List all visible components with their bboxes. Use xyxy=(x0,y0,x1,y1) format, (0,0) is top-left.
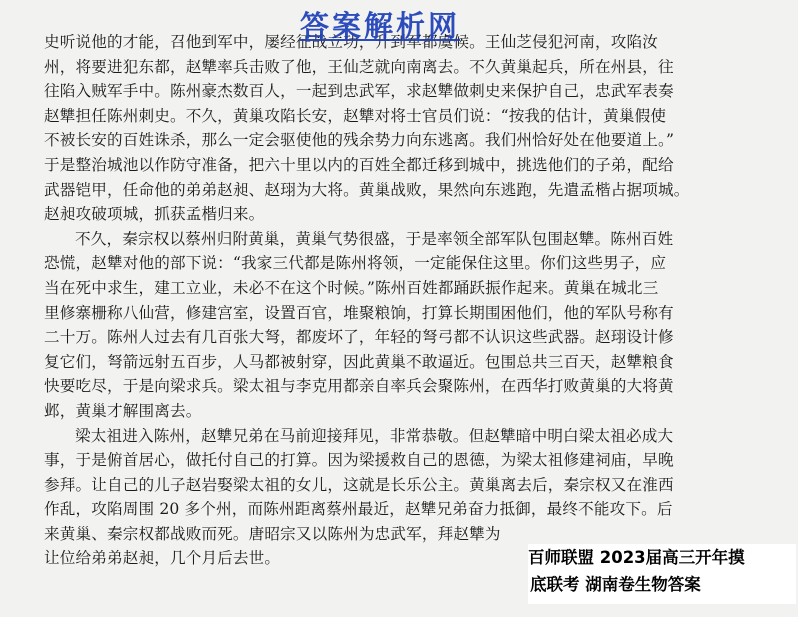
text-line: 州，将要进犯东都，赵犨率兵击败了他，王仙芝就向南离去。不久黄巢起兵，所在州县，往 xyxy=(44,57,674,76)
paragraph xyxy=(44,30,758,227)
text-line: 二十万。陈州人过去有几百张大弩，都废坏了，年轻的弩弓都不认识这些武器。赵珝设计修 xyxy=(44,328,674,347)
watermark-text: 答案解析网 xyxy=(300,9,461,43)
text-line: 往陷入贼军手中。陈州豪杰数百人，一起到忠武军，求赵犨做刺史来保护自己，忠武军表奏 xyxy=(44,82,674,101)
text-line: 里修寨栅称八仙营，修建宫室，设置百官，堆聚粮饷，打算长期围困他们，他的军队号称有 xyxy=(44,303,674,322)
text-line: 不久，秦宗权以蔡州归附黄巢，黄巢气势很盛，于是率领全部军队包围赵犨。陈州百姓 xyxy=(75,229,674,248)
text-line: 赵昶攻破项城，抓获孟楷归来。 xyxy=(44,205,265,224)
text-line: 来黄巢、秦宗权都战败而死。唐昭宗又以陈州为忠武军，拜赵犨为 xyxy=(44,524,501,543)
paragraph xyxy=(44,227,758,424)
text-line: 事，于是俯首居心，做托付自己的打算。因为梁援救自己的恩德，为梁太祖修建祠庙，早晚 xyxy=(44,451,674,470)
document-body xyxy=(44,30,758,571)
text-line: 不被长安的百姓诛杀，那么一定会驱使他的残余势力向东逃离。我们州恰好处在他要道上。” xyxy=(44,131,675,150)
caption-line-1: 百师联盟 2023届高三开年摸 xyxy=(528,548,745,567)
text-line: 快要吃尽，于是向梁求兵。梁太祖与李克用都亲自率兵会聚陈州，在西华打败黄巢的大将黄 xyxy=(44,377,674,396)
text-line: 恐慌，赵犨对他的部下说：“我家三代都是陈州将领，一定能保住这里。你们这些男子，应 xyxy=(44,254,667,273)
text-line: 梁太祖进入陈州，赵犨兄弟在马前迎接拜见，非常恭敬。但赵犨暗中明白梁太祖必成大 xyxy=(75,426,674,445)
text-line: 复它们，弩箭远射五百步，人马都被射穿，因此黄巢不敢逼近。包围总共三百天，赵犨粮食 xyxy=(44,352,674,371)
text-line: 当在死中求生，建工立业，未必不在这个时候。”陈州百姓都踊跃振作起来。黄巢在城北三 xyxy=(44,278,659,297)
text-line: 于是整治城池以作防守准备，把六十里以内的百姓全都迁移到城中，挑选他们的子弟，配给 xyxy=(44,155,674,174)
text-line: 邺，黄巢才解围离去。 xyxy=(44,401,202,420)
text-line: 参拜。让自己的儿子赵岩娶梁太祖的女儿，这就是长乐公主。黄巢离去后，秦宗权又在淮西 xyxy=(44,475,674,494)
text-line: 让位给弟弟赵昶，几个月后去世。 xyxy=(44,549,281,568)
text-line: 作乱，攻陷周围 20 多个州，而陈州距离蔡州最近，赵犨兄弟奋力抵御，最终不能攻下。后 xyxy=(44,500,673,519)
text-line: 史听说他的才能，召他到军中，屡经征战立功，升到军都虞候。王仙芝侵犯河南，攻陷汝 xyxy=(44,33,659,51)
caption-overlay xyxy=(528,544,796,604)
text-line: 武器铠甲，任命他的弟弟赵昶、赵珝为大将。黄巢战败，果然向东逃跑，先遣孟楷占据项城。 xyxy=(44,180,690,199)
text-line: 赵犨担任陈州刺史。不久，黄巢攻陷长安，赵犨对将士官员们说：“按我的估计，黄巢假使 xyxy=(44,106,667,125)
caption-line-2: 底联考 湖南卷生物答案 xyxy=(530,575,701,594)
